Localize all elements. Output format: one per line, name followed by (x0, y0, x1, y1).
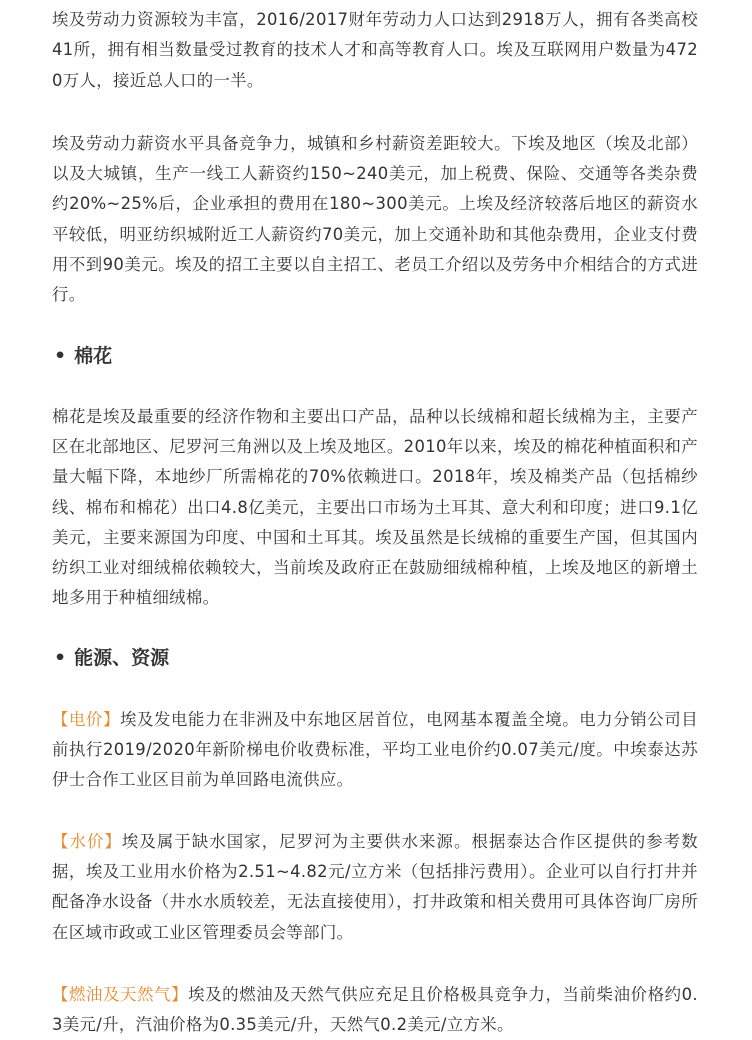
fuel-gas-tag: 【燃油及天然气】 (52, 984, 189, 1004)
paragraph-fuel-gas (52, 980, 698, 1040)
electricity-tag: 【电价】 (52, 709, 121, 729)
electricity-text: 埃及发电能力在非洲及中东地区居首位，电网基本覆盖全境。电力分销公司目前执行2019/2020年新阶梯电价收费标准，平均工业电价约0.07美元/度。中埃泰达苏伊士合作工业区目前为单回路电流供应。 (52, 709, 698, 790)
bullet-icon: • (54, 646, 67, 669)
paragraph-water (52, 827, 698, 948)
section-heading-cotton (52, 341, 698, 371)
bullet-icon: • (54, 344, 67, 367)
water-text: 埃及属于缺水国家，尼罗河为主要供水来源。根据泰达合作区提供的参考数据，埃及工业用水价格为2.51~4.82元/立方米（包括排污费用）。企业可以自行打井并配备净水设备（井水水质较差，无法直接使用），打井政策和相关费用可具体咨询厂房所在区域市政或工业区管理委员会等部门。 (52, 831, 698, 942)
section-heading-cotton-label: 棉花 (74, 344, 113, 367)
fuel-gas-text: 埃及的燃油及天然气供应充足且价格极具竞争力，当前柴油价格约0.3美元/升，汽油价格为0.35美元/升，天然气0.2美元/立方米。 (52, 984, 698, 1035)
paragraph-electricity (52, 705, 698, 796)
water-tag: 【水价】 (52, 831, 122, 851)
paragraph-cotton: 棉花是埃及最重要的经济作物和主要出口产品，品种以长绒棉和超长绒棉为主，主要产区在北部地区、尼罗河三角洲以及上埃及地区。2010年以来，埃及的棉花种植面积和产量大幅下降，本地纱厂所需棉花的70%依赖进口。2018年，埃及棉类产品（包括棉纱线、棉布和棉花）出口4.8亿美元，主要出口市场为土耳其、意大利和印度；进口9.1亿美元，主要来源国为印度、中国和土耳其。埃及虽然是长绒棉的重要生产国，但其国内纺织工业对细绒棉依赖较大，当前埃及政府正在鼓励细绒棉种植，上埃及地区的新增土地多用于种植细绒棉。 (52, 406, 698, 608)
section-heading-energy-label: 能源、资源 (74, 646, 170, 669)
paragraph-labor-resources: 埃及劳动力资源较为丰富，2016/2017财年劳动力人口达到2918万人，拥有各类高校41所，拥有相当数量受过教育的技术人才和高等教育人口。埃及互联网用户数量为4720万人，接近总人口的一半。 (52, 10, 698, 90)
paragraph-labor-wages: 埃及劳动力薪资水平具备竞争力，城镇和乡村薪资差距较大。下埃及地区（埃及北部）以及大城镇，生产一线工人薪资约150~240美元，加上税费、保险、交通等各类杂费约20%~25%后，企业承担的费用在180~300美元。上埃及经济较落后地区的薪资水平较低，明亚纺织城附近工人薪资约70美元，加上交通补助和其他杂费用，企业支付费用不到90美元。埃及的招工主要以自主招工、老员工介绍以及劳务中介相结合的方式进行。 (52, 133, 698, 305)
section-heading-energy (52, 643, 698, 673)
